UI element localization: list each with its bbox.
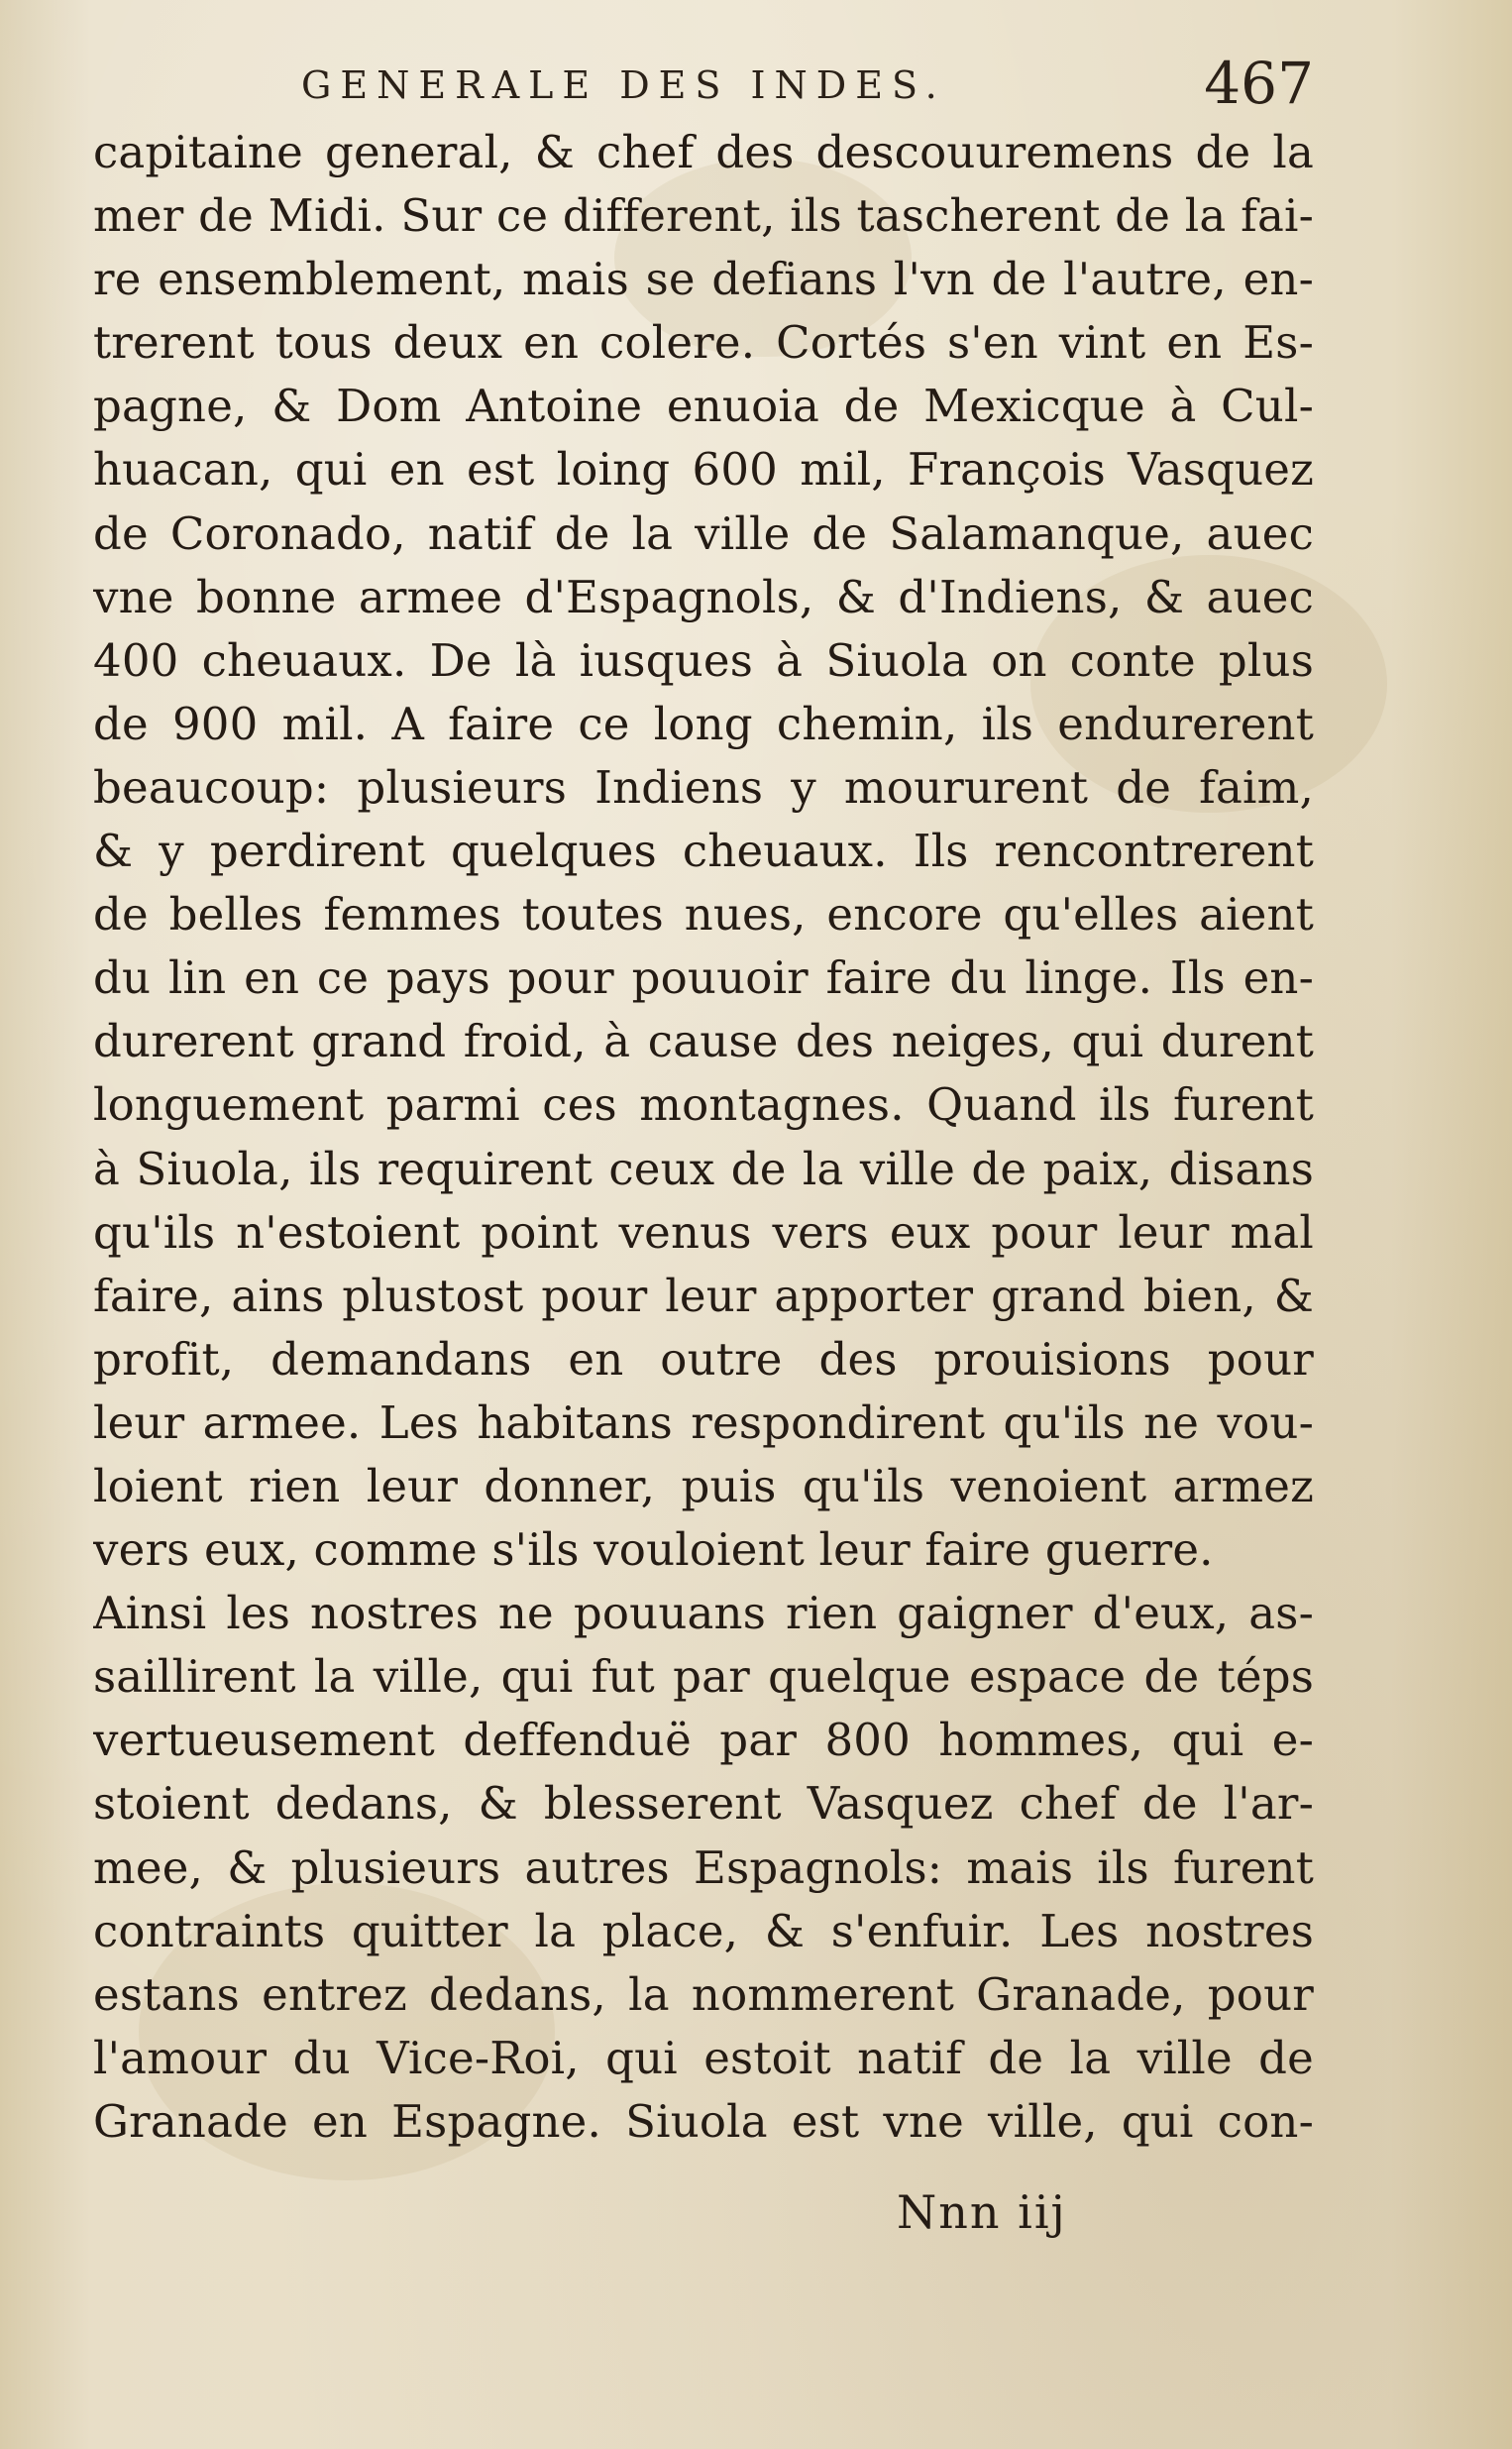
text-line: à Siuola, ils requirent ceux de la ville de paix, disans — [93, 1142, 1314, 1195]
text-line: de Coronado, natif de la ville de Salamanque, auec — [93, 506, 1314, 560]
text-line: & y perdirent quelques cheuaux. Ils rencontrerent — [93, 825, 1314, 878]
text-line: vne bonne armee d'Espagnols, & d'Indiens, & auec — [93, 570, 1314, 623]
text-line: huacan, qui en est loing 600 mil, François Vasquez — [93, 443, 1314, 497]
text-line: de belles femmes toutes nues, encore qu'elles aient — [93, 888, 1314, 942]
text-line: Ainsi les nostres ne pouuans rien gaigner d'eux, as- — [93, 1587, 1314, 1640]
text-line: vertueusement deffenduë par 800 hommes, qui e- — [93, 1714, 1314, 1767]
text-line: saillirent la ville, qui fut par quelque espace de téps — [93, 1650, 1314, 1704]
page-header — [93, 50, 1314, 125]
text-line: Granade en Espagne. Siuola est vne ville, qui con- — [93, 2094, 1314, 2148]
signature-mark: Nnn iij — [897, 2185, 1067, 2239]
text-line: faire, ains plustost pour leur apporter grand bien, & — [93, 1269, 1314, 1322]
text-line: durerent grand froid, à cause des neiges, qui durent — [93, 1015, 1314, 1068]
text-line: capitaine general, & chef des descouuremens de la — [93, 126, 1314, 178]
text-line: loient rien leur donner, puis qu'ils venoient armez — [93, 1459, 1314, 1512]
text-line: estans entrez dedans, la nommerent Granade, pour — [93, 1967, 1314, 2021]
body-text — [93, 121, 1314, 2154]
running-head: GENERALE DES INDES. — [301, 63, 946, 107]
text-line: stoient dedans, & blesserent Vasquez chef de l'ar- — [93, 1777, 1314, 1831]
text-line: qu'ils n'estoient point venus vers eux pour leur mal — [93, 1205, 1314, 1259]
text-line: contraints quitter la place, & s'enfuir. Les nostres — [93, 1904, 1314, 1957]
text-line: beaucoup: plusieurs Indiens y moururent de faim, — [93, 760, 1314, 814]
text-line: mer de Midi. Sur ce different, ils tascherent de la fai- — [93, 189, 1314, 243]
text-line: longuement parmi ces montagnes. Quand ils furent — [93, 1078, 1314, 1132]
text-line: leur armee. Les habitans respondirent qu'ils ne vou- — [93, 1395, 1314, 1449]
text-line: de 900 mil. A faire ce long chemin, ils endurerent — [93, 697, 1314, 750]
text-line: l'amour du Vice-Roi, qui estoit natif de la ville de — [93, 2031, 1314, 2084]
text-line: vers eux, comme s'ils vouloient leur faire guerre. — [93, 1523, 1214, 1577]
page-number: 467 — [1204, 50, 1314, 117]
text-line: pagne, & Dom Antoine enuoia de Mexicque à Cul- — [93, 380, 1314, 433]
text-line: 400 cheuaux. De là iusques à Siuola on conte plus — [93, 633, 1314, 687]
text-line: trerent tous deux en colere. Cortés s'en vint en Es- — [93, 316, 1314, 370]
text-line: profit, demandans en outre des prouisions pour — [93, 1332, 1314, 1386]
text-line: du lin en ce pays pour pouuoir faire du linge. Ils en- — [93, 951, 1314, 1005]
text-line: re ensemblement, mais se defians l'vn de l'autre, en- — [93, 253, 1314, 306]
text-line: mee, & plusieurs autres Espagnols: mais ils furent — [93, 1840, 1314, 1894]
